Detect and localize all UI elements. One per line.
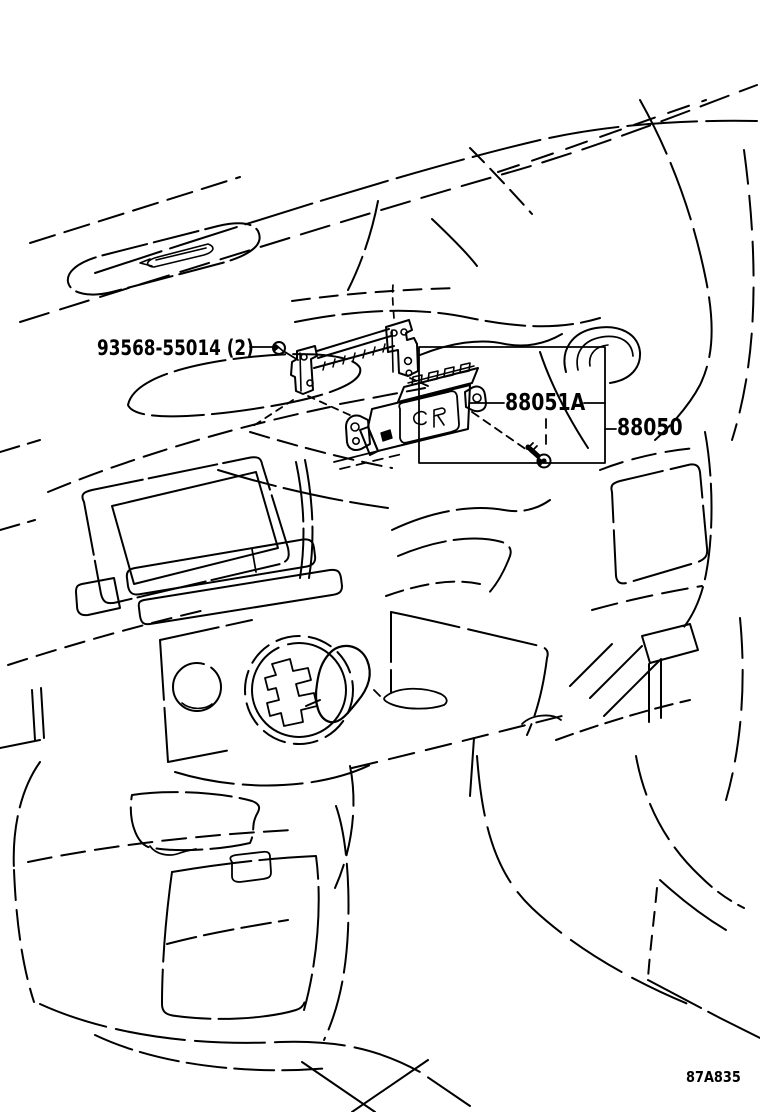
glove-box-door — [611, 464, 707, 583]
console-bottom — [95, 1035, 330, 1070]
reinforcement-hatch — [570, 644, 660, 716]
figure-code: 87A835 — [686, 1068, 741, 1086]
dash-edge-line — [250, 432, 392, 468]
panel-seam — [470, 738, 474, 796]
part-label-screw: 93568-55014 (2) — [97, 336, 254, 360]
knee-panel-bottom — [352, 716, 562, 768]
dash-lower-line — [392, 500, 550, 530]
cowl-line — [498, 100, 706, 172]
part-label-assembly: 88050 — [617, 415, 683, 441]
dash-right-edge — [680, 432, 712, 632]
shift-gate — [265, 659, 317, 726]
compartment-seam — [167, 920, 288, 944]
a-pillar-line — [732, 150, 754, 440]
vent-slot-divider — [252, 549, 256, 572]
mounting-bracket — [291, 285, 418, 394]
side-vent — [564, 327, 640, 383]
reinforcement-plate — [642, 624, 698, 663]
part-label-receiver: 88051A — [505, 390, 586, 416]
console-bottom — [40, 1004, 470, 1106]
dash-top-arc — [348, 201, 378, 290]
console-sweep — [648, 888, 657, 978]
dash-lower-line — [386, 582, 480, 596]
screw-icon — [273, 342, 285, 354]
right-edge-line — [726, 618, 743, 800]
assembly-line — [250, 400, 293, 428]
dial-knob — [173, 663, 221, 711]
reinforcement-hatch — [556, 700, 690, 740]
console-sweep — [636, 756, 700, 876]
vent-slot-small — [76, 578, 120, 615]
console-sweep — [700, 876, 744, 908]
console-side — [324, 806, 349, 1040]
console-sweep — [660, 880, 726, 930]
cowl-line — [0, 440, 40, 530]
console-sweep — [648, 980, 760, 1038]
console-seam — [28, 830, 292, 862]
dash-brow-line — [295, 311, 600, 327]
console-sweep — [477, 756, 688, 1004]
panel-seam — [0, 688, 44, 748]
column-cowl — [335, 766, 354, 888]
door-handle — [230, 852, 271, 882]
compartment-door — [172, 856, 319, 1010]
compartment-door — [162, 872, 305, 1019]
dash-top-arc — [432, 219, 477, 266]
panel-curl — [522, 715, 561, 724]
defroster-slot — [148, 244, 213, 267]
panel-handle — [374, 689, 447, 709]
console-edge — [14, 762, 40, 870]
cowl-line — [30, 177, 240, 243]
knee-panel — [391, 612, 548, 735]
leader-unit-screw — [472, 412, 527, 450]
glove-box-seam — [592, 586, 702, 610]
cowl-line — [292, 288, 458, 301]
assembly-line — [308, 396, 352, 416]
console-edge — [14, 870, 34, 1002]
shifter-bezel — [245, 636, 353, 744]
a-pillar-line — [640, 100, 712, 440]
stack-side-line — [296, 460, 312, 578]
column-cowl — [175, 764, 372, 785]
